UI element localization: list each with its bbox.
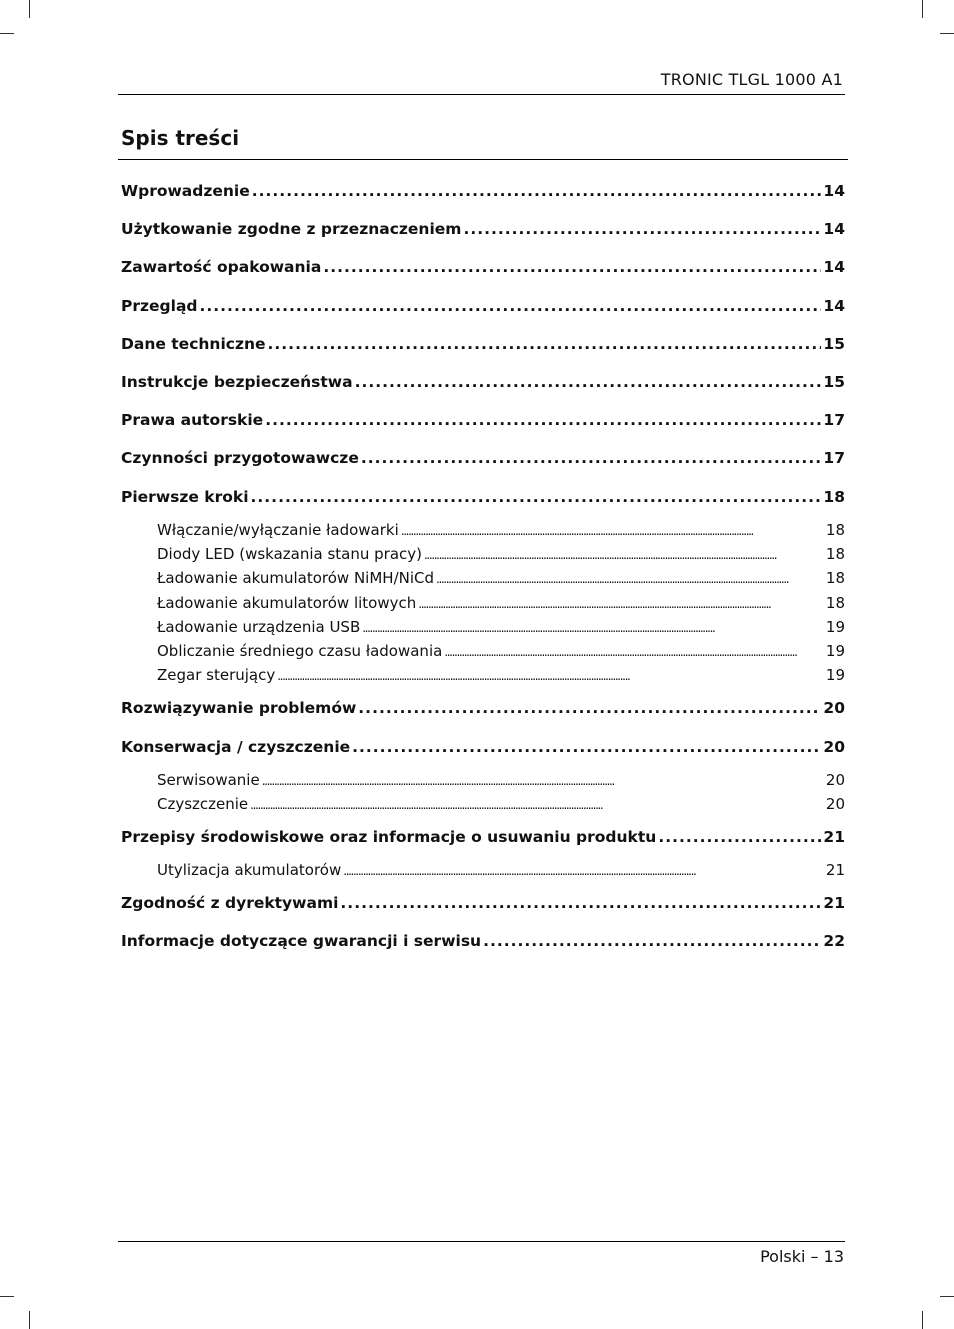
toc-entry-page: 14 [823, 258, 845, 277]
footer-rule [118, 1241, 845, 1242]
dot-leader [355, 373, 822, 391]
toc-subentry[interactable] [157, 642, 845, 660]
toc-entry-label: Zegar sterujący [157, 666, 276, 685]
dot-leader [343, 861, 824, 879]
toc-entry-label: Zgodność z dyrektywami [121, 893, 339, 912]
toc-entry-page: 19 [825, 666, 845, 685]
toc-title: Spis treści [121, 126, 240, 150]
toc-entry-label: Konserwacja / czyszczenie [121, 737, 351, 756]
toc-entry-page: 20 [825, 770, 845, 789]
toc-entry[interactable] [121, 738, 845, 756]
dot-leader [262, 771, 824, 789]
dot-leader [358, 699, 821, 717]
dot-leader [200, 297, 822, 315]
footer-separator: – [810, 1247, 819, 1266]
toc-subentry[interactable] [157, 771, 845, 789]
toc-entry-label: Przepisy środowiskowe oraz informacje o usuwaniu produktu [121, 827, 657, 846]
dot-leader [362, 618, 824, 636]
toc-entry-label: Czyszczenie [157, 794, 249, 813]
toc-entry-page: 17 [823, 411, 845, 430]
page-footer [760, 1247, 844, 1266]
toc-entry[interactable] [121, 182, 845, 200]
toc-entry-page: 18 [825, 520, 845, 539]
toc-entry-page: 14 [823, 182, 845, 200]
toc-entry[interactable] [121, 220, 845, 238]
dot-leader [424, 545, 824, 563]
toc-subentry[interactable] [157, 795, 845, 813]
toc-entry[interactable] [121, 828, 845, 846]
toc-entry[interactable] [121, 335, 845, 353]
dot-leader [463, 220, 821, 238]
toc-entry-page: 17 [823, 449, 845, 468]
toc-entry-page: 15 [823, 373, 845, 391]
toc-entry-label: Informacje dotyczące gwarancji i serwisu [121, 932, 482, 951]
dot-leader [251, 488, 822, 506]
toc-entry-label: Ładowanie akumulatorów NiMH/NiCd [157, 569, 435, 588]
toc-entry-label: Użytkowanie zgodne z przeznaczeniem [121, 220, 462, 239]
crop-mark [940, 1296, 954, 1297]
crop-mark [29, 1311, 30, 1329]
toc-subentry[interactable] [157, 666, 845, 684]
dot-leader [401, 521, 824, 539]
toc-subentry[interactable] [157, 521, 845, 539]
toc-entry-page: 21 [823, 893, 845, 912]
toc-entry[interactable] [121, 699, 845, 717]
dot-leader [483, 932, 821, 950]
toc-entry-label: Ładowanie akumulatorów litowych [157, 593, 417, 612]
toc-entry-label: Włączanie/wyłączanie ładowarki [157, 520, 399, 539]
crop-mark [0, 1296, 14, 1297]
toc-entry-page: 21 [825, 860, 845, 879]
crop-mark [922, 0, 923, 18]
dot-leader [436, 569, 824, 587]
dot-leader [265, 411, 821, 429]
header-product-name: TRONIC TLGL 1000 A1 [660, 70, 843, 89]
toc-entry-page: 14 [823, 296, 845, 315]
toc-entry-label: Serwisowanie [157, 770, 260, 789]
toc-entry[interactable] [121, 258, 845, 276]
footer-page-number: 13 [823, 1247, 844, 1266]
dot-leader [352, 738, 821, 756]
toc-entry-label: Ładowanie urządzenia USB [157, 617, 361, 636]
dot-leader [250, 795, 824, 813]
toc-entry-page: 20 [823, 737, 845, 756]
toc-entry[interactable] [121, 894, 845, 912]
crop-mark [940, 33, 954, 34]
toc-entry-label: Utylizacja akumulatorów [157, 860, 342, 879]
header-rule [118, 94, 845, 95]
crop-mark [0, 33, 14, 34]
toc-entry-label: Wprowadzenie [121, 182, 250, 200]
toc-entry-page: 20 [825, 794, 845, 813]
dot-leader [277, 666, 824, 684]
toc-entry-label: Obliczanie średniego czasu ładowania [157, 642, 443, 661]
toc-entry[interactable] [121, 411, 845, 429]
dot-leader [252, 182, 822, 200]
toc-entry-page: 21 [823, 827, 845, 846]
toc-entry-label: Instrukcje bezpieczeństwa [121, 373, 353, 391]
toc-entry-page: 22 [823, 932, 845, 951]
toc-subentry[interactable] [157, 569, 845, 587]
crop-mark [29, 0, 30, 18]
toc-entry-label: Przegląd [121, 296, 198, 315]
toc-entry-page: 15 [823, 334, 845, 353]
toc-entry[interactable] [121, 932, 845, 950]
toc-entry-label: Pierwsze kroki [121, 487, 249, 506]
toc-subentry[interactable] [157, 618, 845, 636]
toc-entry-label: Czynności przygotowawcze [121, 449, 359, 468]
title-rule [118, 159, 848, 160]
footer-language: Polski [760, 1247, 806, 1266]
dot-leader [340, 894, 821, 912]
dot-leader [323, 258, 821, 276]
toc-subentry[interactable] [157, 861, 845, 879]
toc-entry[interactable] [121, 488, 845, 506]
dot-leader [658, 828, 821, 846]
toc-subentry[interactable] [157, 545, 845, 563]
toc-subentry[interactable] [157, 594, 845, 612]
toc-entry-page: 18 [825, 593, 845, 612]
dot-leader [418, 594, 824, 612]
toc-entry-page: 18 [823, 487, 845, 506]
dot-leader [444, 642, 824, 660]
toc-entry-page: 20 [823, 699, 845, 718]
toc-entry-page: 19 [825, 642, 845, 661]
toc-entry-label: Dane techniczne [121, 334, 266, 353]
toc-entry[interactable] [121, 297, 845, 315]
toc-entry-label: Zawartość opakowania [121, 258, 322, 277]
toc-entry-page: 18 [825, 544, 845, 563]
toc-entry-label: Prawa autorskie [121, 411, 264, 430]
toc-entry-page: 18 [825, 569, 845, 588]
toc-entry[interactable] [121, 373, 845, 391]
dot-leader [361, 449, 822, 467]
crop-mark [922, 1311, 923, 1329]
dot-leader [268, 335, 822, 353]
toc-entry-page: 19 [825, 617, 845, 636]
toc-entry-label: Rozwiązywanie problemów [121, 699, 357, 718]
toc-entry-page: 14 [823, 220, 845, 239]
toc-entry-label: Diody LED (wskazania stanu pracy) [157, 544, 422, 563]
toc-entry[interactable] [121, 449, 845, 467]
